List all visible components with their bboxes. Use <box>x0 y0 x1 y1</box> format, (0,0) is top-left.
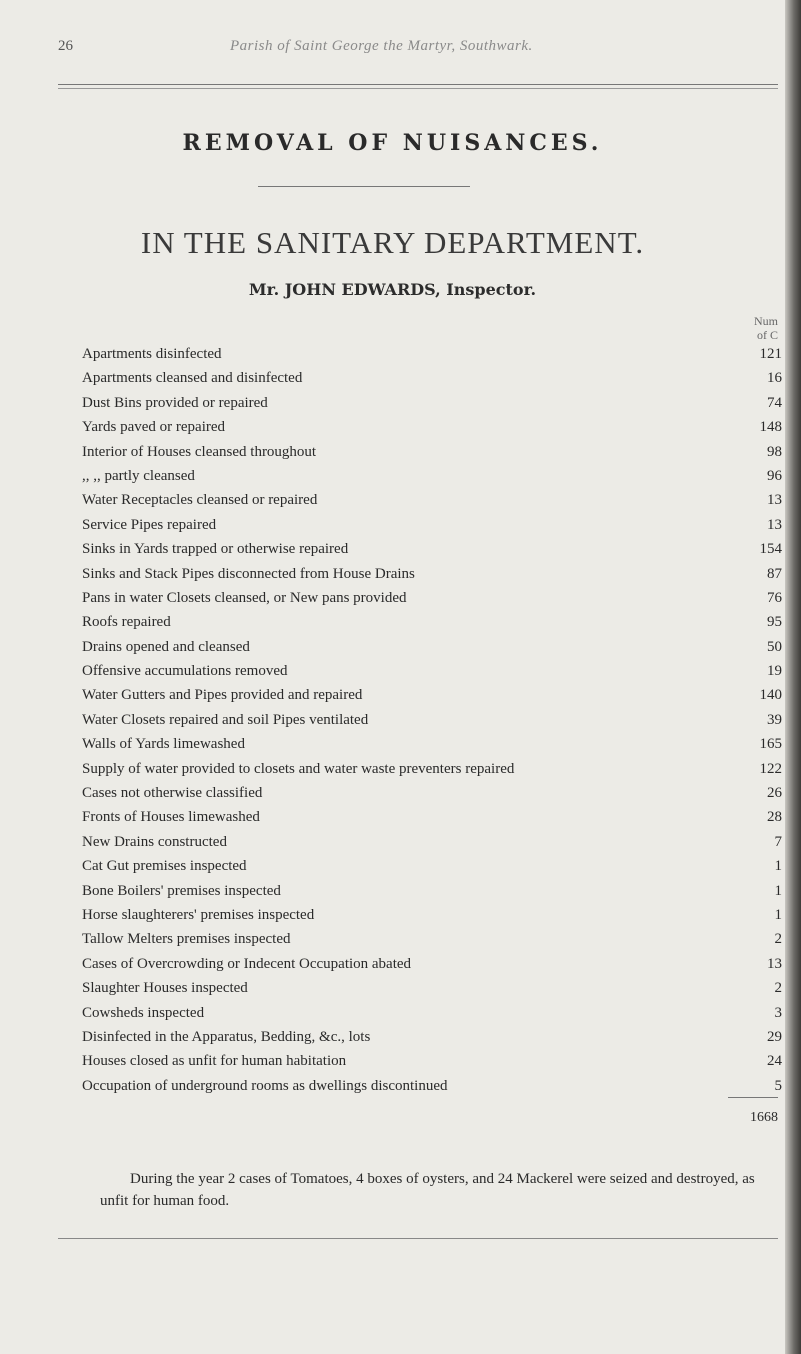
item-value: 7 <box>774 833 782 850</box>
item-value: 165 <box>759 736 782 753</box>
item-label: Disinfected in the Apparatus, Bedding, &c., lots <box>82 1028 371 1045</box>
item-value: 24 <box>767 1053 782 1070</box>
item-label: Service Pipes repaired <box>82 516 217 533</box>
item-label: Tallow Melters premises inspected <box>82 931 291 948</box>
item-value: 154 <box>759 541 782 558</box>
item-label: Bone Boilers' premises inspected <box>82 882 281 899</box>
item-value: 13 <box>767 516 782 533</box>
item-label: Cowsheds inspected <box>82 1004 205 1021</box>
item-label: Occupation of underground rooms as dwellings discontinued <box>82 1077 448 1094</box>
footer-rule <box>58 1238 778 1239</box>
item-label: Pans in water Closets cleansed, or New pans provided <box>82 589 407 606</box>
item-value: 16 <box>767 370 782 387</box>
list-item <box>82 415 782 439</box>
list-item <box>82 879 782 903</box>
item-value: 39 <box>767 711 782 728</box>
list-item <box>82 610 782 634</box>
list-item <box>82 440 782 464</box>
list-item <box>82 1074 782 1098</box>
total-value: 1668 <box>750 1110 778 1125</box>
total-rule <box>728 1097 778 1098</box>
item-label: Fronts of Houses limewashed <box>82 809 260 826</box>
list-item <box>82 927 782 951</box>
item-value: 121 <box>759 346 782 362</box>
inspector-line: Mr. JOHN EDWARDS, Inspector. <box>248 280 537 299</box>
item-value: 5 <box>774 1077 782 1094</box>
item-value: 98 <box>767 443 782 460</box>
item-label: Yards paved or repaired <box>82 419 226 436</box>
list-item <box>82 513 782 537</box>
item-value: 95 <box>767 614 782 631</box>
list-item <box>82 708 782 732</box>
item-label: Supply of water provided to closets and water waste preventers repaired <box>82 760 515 777</box>
item-value: 2 <box>774 980 782 997</box>
header-rule-thin <box>58 88 778 89</box>
page-title: REMOVAL OF NUISANCES. <box>182 130 603 156</box>
item-value: 76 <box>767 589 782 606</box>
section-subtitle: IN THE SANITARY DEPARTMENT. <box>140 225 645 260</box>
list-item <box>82 952 782 976</box>
item-label: Cases not otherwise classified <box>82 785 263 802</box>
running-title: Parish of Saint George the Martyr, Southwark. <box>230 38 533 54</box>
list-item <box>82 342 782 366</box>
list-item <box>82 854 782 878</box>
item-label: Water Closets repaired and soil Pipes ventilated <box>82 711 369 728</box>
column-header <box>740 314 778 342</box>
item-label: Sinks in Yards trapped or otherwise repaired <box>82 541 349 558</box>
item-label: Houses closed as unfit for human habitation <box>82 1053 347 1070</box>
page-header <box>58 38 778 68</box>
list-item <box>82 732 782 756</box>
list-item <box>82 757 782 781</box>
item-value: 13 <box>767 955 782 972</box>
list-item <box>82 537 782 561</box>
list-item <box>82 635 782 659</box>
list-item <box>82 683 782 707</box>
column-header-line-2: of C <box>757 328 778 342</box>
list-item <box>82 659 782 683</box>
item-label: Apartments cleansed and disinfected <box>82 370 303 387</box>
item-value: 1 <box>774 882 782 899</box>
item-value: 148 <box>759 419 782 436</box>
item-value: 96 <box>767 467 782 484</box>
item-value: 28 <box>767 809 782 826</box>
item-value: 19 <box>767 663 782 680</box>
item-label: Horse slaughterers' premises inspected <box>82 906 315 923</box>
list-item <box>82 976 782 1000</box>
item-label: New Drains constructed <box>82 833 227 850</box>
list-item <box>82 781 782 805</box>
header-rule <box>58 84 778 85</box>
item-value: 29 <box>767 1028 782 1045</box>
list-item <box>82 1025 782 1049</box>
page-edge-shadow <box>785 0 801 1354</box>
item-label: Interior of Houses cleansed throughout <box>82 443 317 460</box>
item-label: Water Gutters and Pipes provided and repaired <box>82 687 363 704</box>
list-item <box>82 586 782 610</box>
item-value: 87 <box>767 565 782 582</box>
list-item <box>82 830 782 854</box>
item-value: 1 <box>774 906 782 923</box>
list-item <box>82 562 782 586</box>
item-value: 3 <box>774 1004 782 1021</box>
page-number: 26 <box>58 38 73 54</box>
item-label: Water Receptacles cleansed or repaired <box>82 492 318 509</box>
item-value: 50 <box>767 638 782 655</box>
item-value: 74 <box>767 394 782 411</box>
list-item <box>82 391 782 415</box>
item-label: Cat Gut premises inspected <box>82 858 247 875</box>
item-value: 122 <box>759 760 782 777</box>
item-value: 26 <box>767 785 782 802</box>
item-label: Roofs repaired <box>82 614 171 631</box>
list-item <box>82 805 782 829</box>
list-item <box>82 488 782 512</box>
list-item <box>82 464 782 488</box>
item-label: Slaughter Houses inspected <box>82 980 248 997</box>
item-label: Cases of Overcrowding or Indecent Occupation abated <box>82 955 412 972</box>
item-label: Drains opened and cleansed <box>82 638 250 655</box>
item-label: ,, ,, partly cleansed <box>82 467 195 484</box>
item-label: Sinks and Stack Pipes disconnected from House Drains <box>82 565 415 582</box>
column-header-line-1: Num <box>754 314 778 328</box>
nuisance-list <box>82 342 782 1098</box>
title-divider <box>258 186 470 187</box>
item-label: Offensive accumulations removed <box>82 663 288 680</box>
item-value: 140 <box>759 687 782 704</box>
item-label: Apartments disinfected <box>82 346 222 362</box>
item-value: 1 <box>774 858 782 875</box>
item-label: Walls of Yards limewashed <box>82 736 245 753</box>
list-item <box>82 903 782 927</box>
list-item <box>82 1001 782 1025</box>
seizure-note: During the year 2 cases of Tomatoes, 4 boxes of oysters, and 24 Mackerel were seized and destroyed, as unfit for human food. <box>100 1171 755 1209</box>
list-item <box>82 366 782 390</box>
item-label: Dust Bins provided or repaired <box>82 394 268 411</box>
list-item <box>82 1049 782 1073</box>
item-value: 2 <box>774 931 782 948</box>
item-value: 13 <box>767 492 782 509</box>
